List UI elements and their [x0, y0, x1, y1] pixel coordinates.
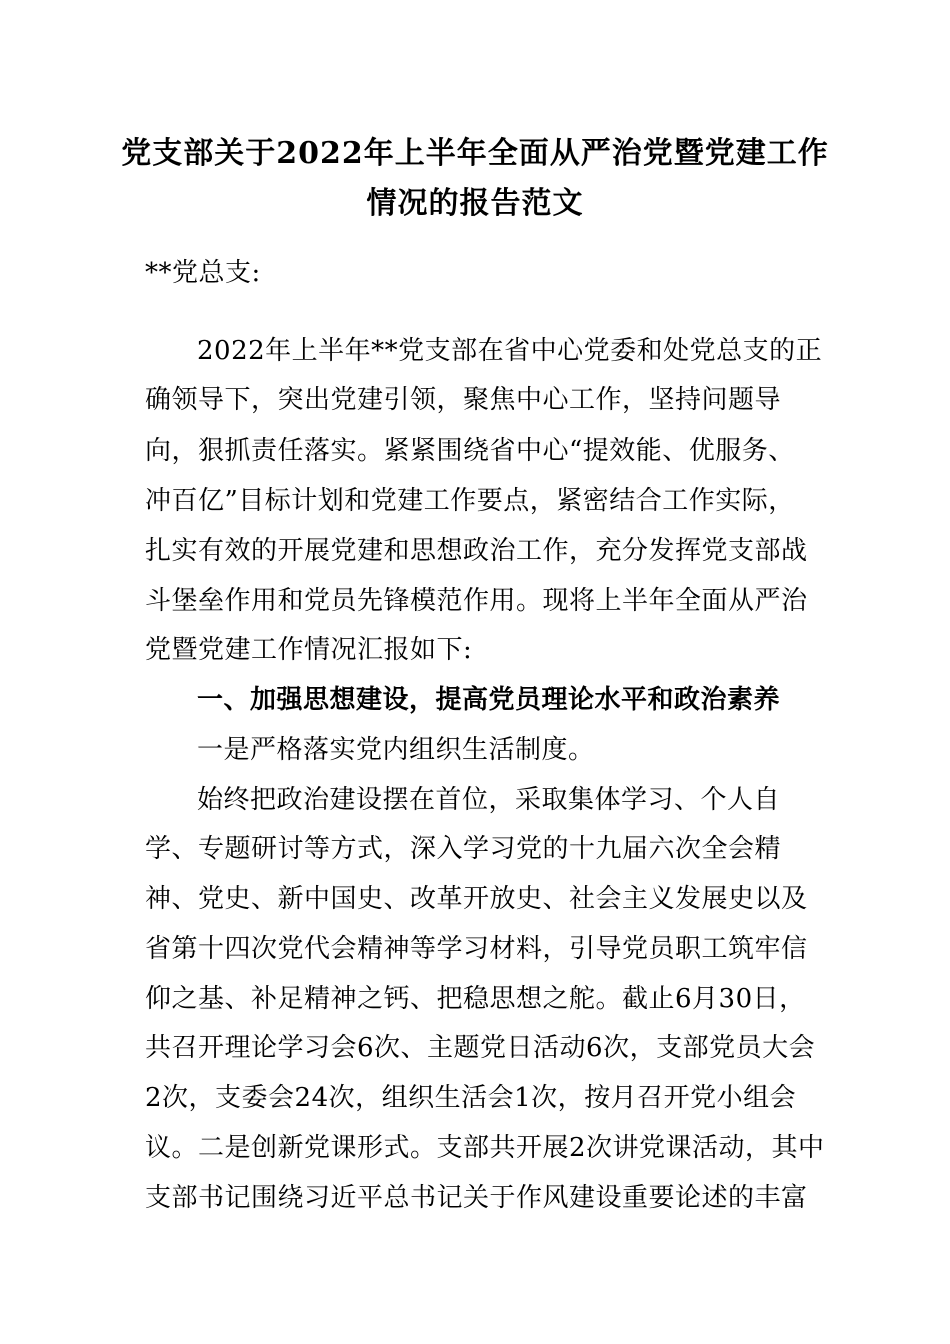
body-line: 省第十四次党代会精神等学习材料，引导党员职工筑牢信 — [145, 934, 808, 964]
document-title-line-1: 党支部关于2022年上半年全面从严治党暨党建工作 — [121, 136, 829, 171]
body-line: 2次，支委会24次，组织生活会1次，按月召开党小组会 — [145, 1083, 797, 1113]
body-line: 学、专题研讨等方式，深入学习党的十九届六次全会精 — [145, 834, 782, 864]
body-line: 斗堡垒作用和党员先锋模范作用。现将上半年全面从严治 — [145, 586, 808, 616]
salutation: **党总支: — [145, 258, 261, 288]
section-heading: 一、加强思想建设，提高党员理论水平和政治素养 — [197, 685, 781, 715]
body-line: 议。二是创新党课形式。支部共开展2次讲党课活动，其中 — [145, 1133, 825, 1163]
document-title-line-2: 情况的报告范文 — [366, 186, 584, 221]
body-line: 扎实有效的开展党建和思想政治工作，充分发挥党支部战 — [145, 536, 808, 566]
body-line: 仰之基、补足精神之钙、把稳思想之舵。截止6月30日， — [145, 984, 806, 1014]
body-line: 2022年上半年**党支部在省中心党委和处党总支的正 — [197, 336, 823, 366]
body-line: 确领导下，突出党建引领，聚焦中心工作，坚持问题导 — [145, 385, 782, 415]
body-line: 党暨党建工作情况汇报如下: — [145, 635, 473, 665]
body-line: 向，狠抓责任落实。紧紧围绕省中心“提效能、优服务、 — [145, 436, 795, 466]
body-line: 共召开理论学习会6次、主题党日活动6次，支部党员大会 — [145, 1033, 816, 1063]
subheading-line: 一是严格落实党内组织生活制度。 — [197, 735, 595, 765]
body-line: 始终把政治建设摆在首位，采取集体学习、个人自 — [197, 785, 781, 815]
body-line: 冲百亿”目标计划和党建工作要点，紧密结合工作实际， — [145, 486, 795, 516]
body-line: 神、党史、新中国史、改革开放史、社会主义发展史以及 — [145, 884, 808, 914]
body-line: 支部书记围绕习近平总书记关于作风建设重要论述的丰富 — [145, 1183, 808, 1213]
